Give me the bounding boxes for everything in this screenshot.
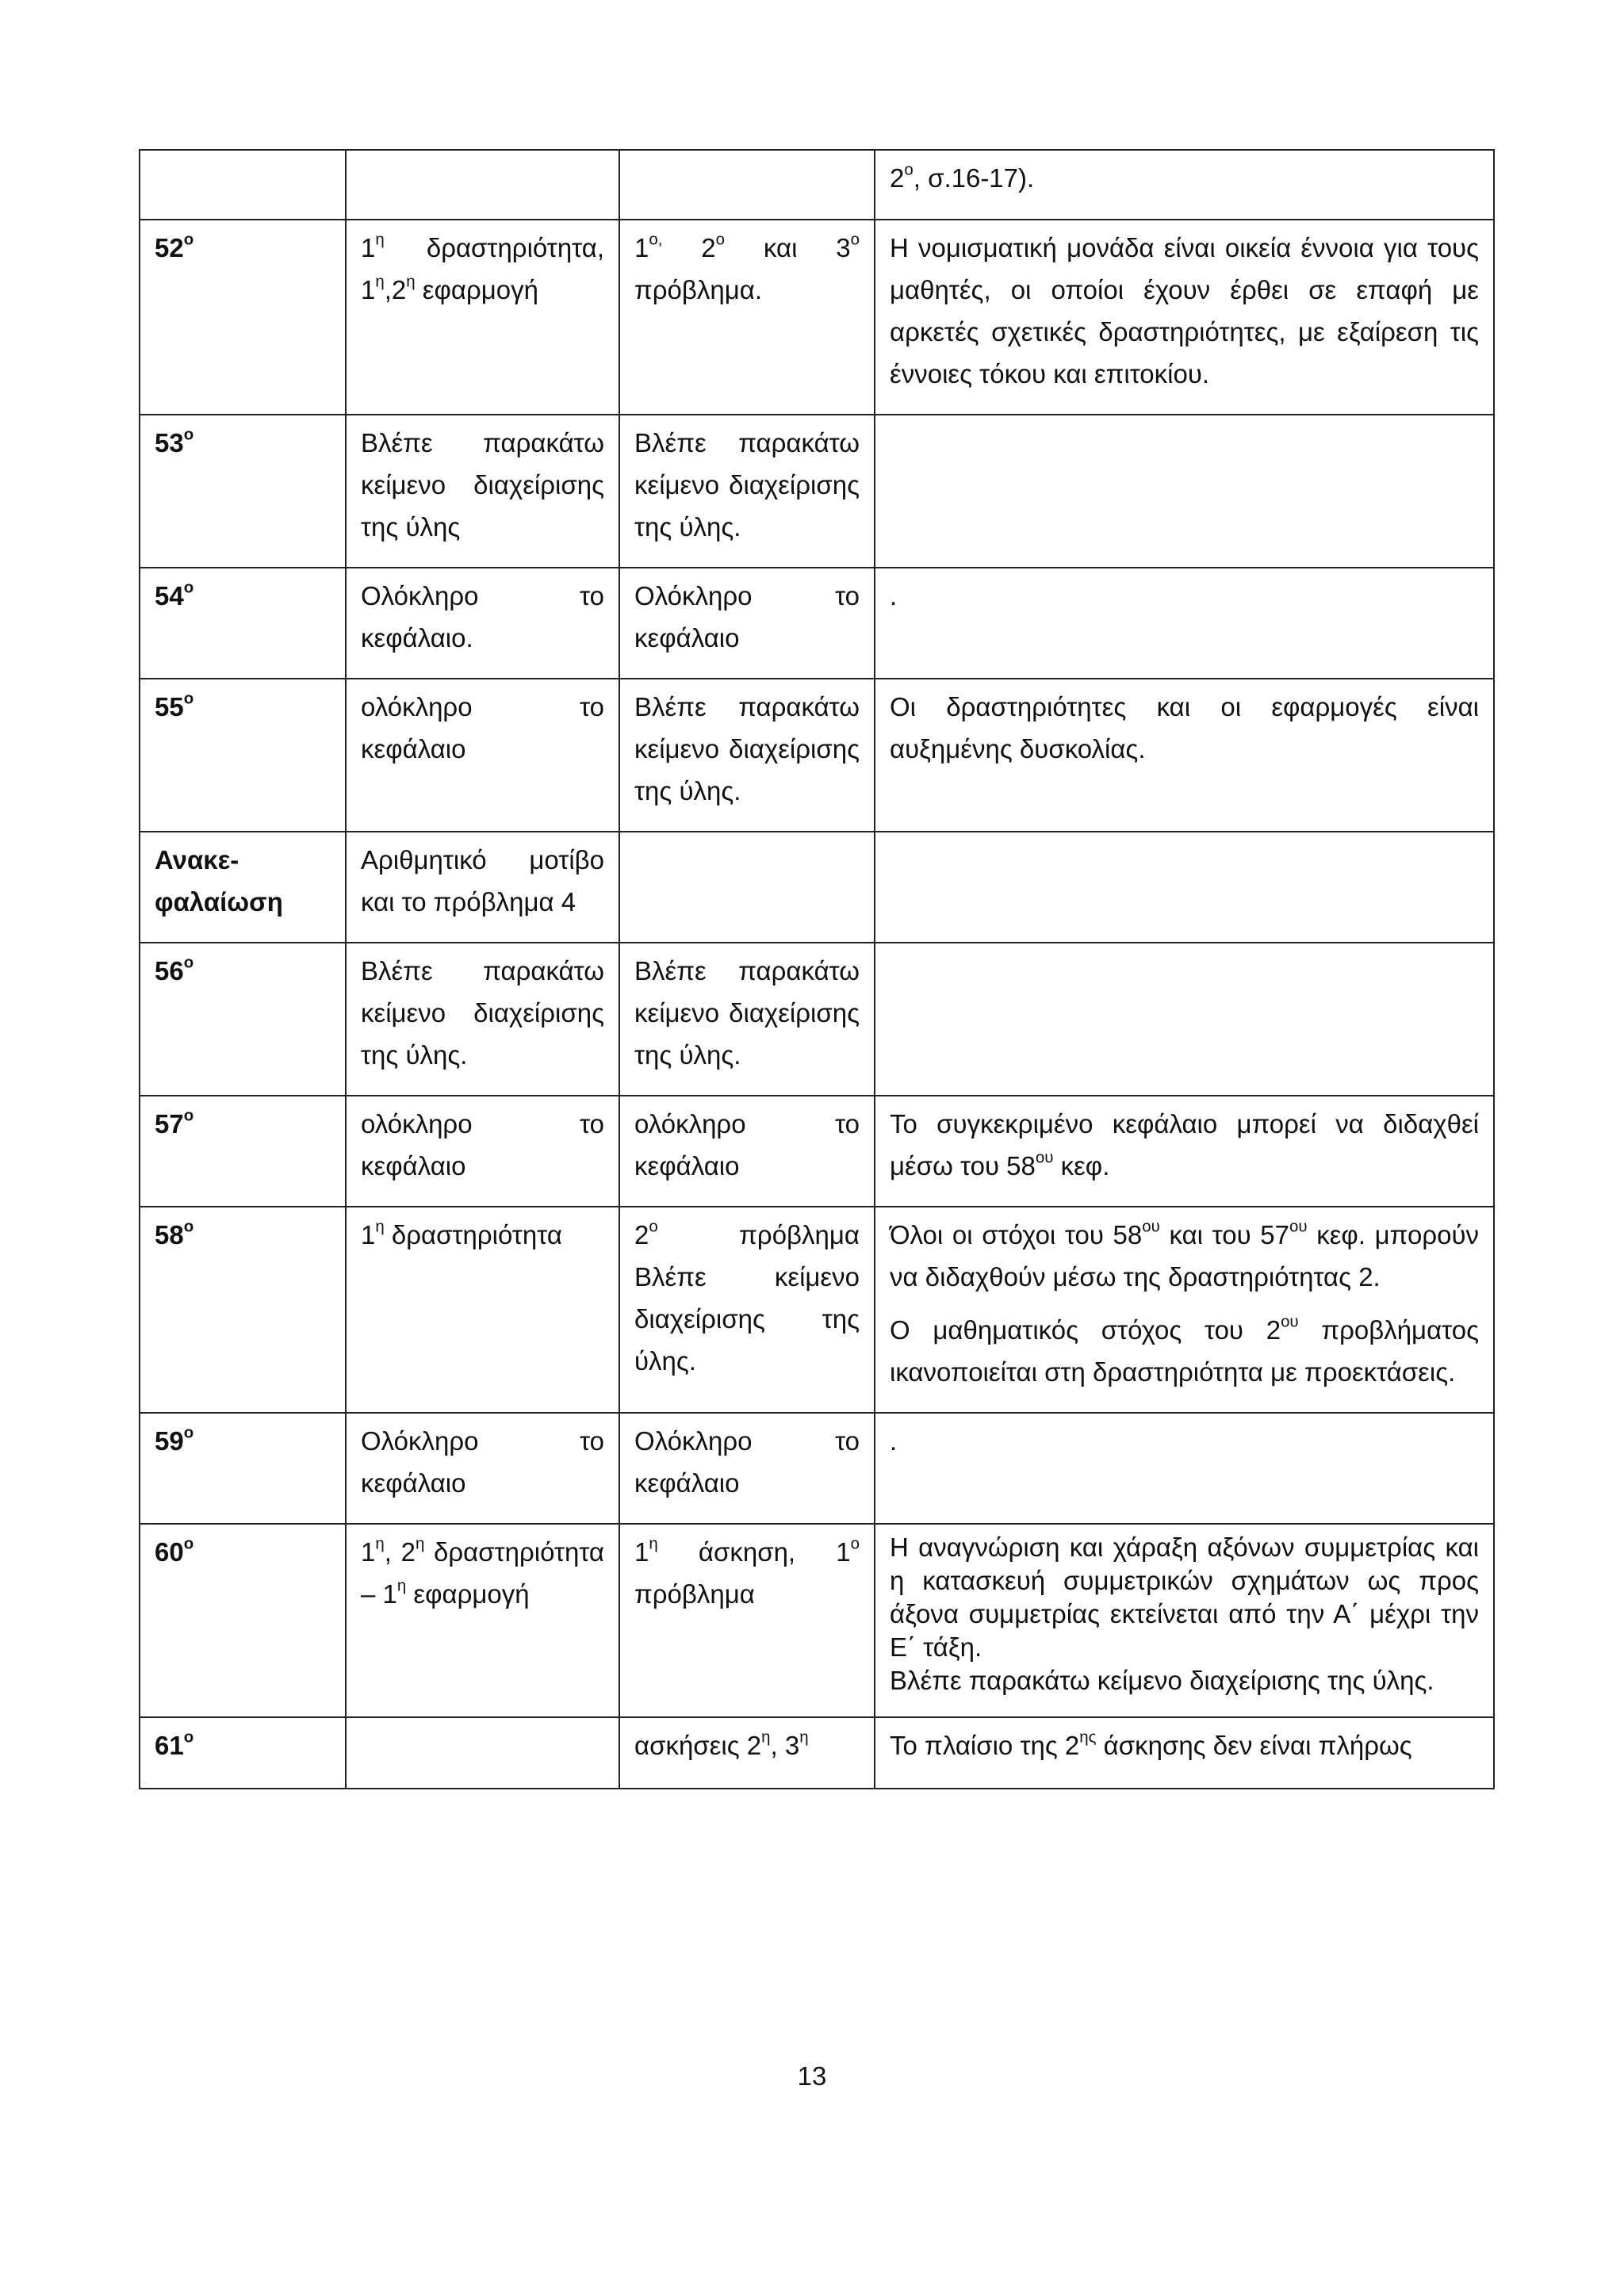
activities-cell (346, 150, 619, 220)
notes-cell: Το πλαίσιο της $2^{\eta\varsigma}$ άσκησης δεν είναι πλήρως (875, 1717, 1494, 1789)
exercises-cell: $1^{o,}$ $2^o$ και $3^o$ πρόβλημα. (619, 220, 875, 415)
chapter-cell: $59^o$ (140, 1413, 346, 1524)
activities-cell: $1^\eta$ δραστηριότητα (346, 1207, 619, 1413)
table-row-review (140, 832, 1494, 943)
notes-cell: . (875, 568, 1494, 679)
notes-cell (875, 943, 1494, 1096)
notes-cell: $2^o$, σ.16-17). (875, 150, 1494, 220)
table-row-56 (140, 943, 1494, 1096)
notes-cell: Το συγκεκριμένο κεφάλαιο μπορεί να διδαχθεί μέσω του $58^{o\upsilon}$ κεφ. (875, 1096, 1494, 1207)
notes-cell: Η αναγνώριση και χάραξη αξόνων συμμετρίας και η κατασκευή συμμετρικών σχημάτων ως προς άξονα συμμετρίας εκτείνεται από την Α΄ μέχρι την Ε΄ τάξη. Βλέπε παρακάτω κείμενο διαχείρισης της ύλης. (875, 1524, 1494, 1717)
activities-cell (346, 1717, 619, 1789)
exercises-cell: ασκήσεις $2^\eta$, $3^\eta$ (619, 1717, 875, 1789)
activities-cell: ολόκληρο το κεφάλαιο (346, 679, 619, 832)
table-row-57 (140, 1096, 1494, 1207)
exercises-cell: $2^o$ πρόβλημα Βλέπε κείμενο διαχείρισης της ύλης. (619, 1207, 875, 1413)
chapter-cell: $60^o$ (140, 1524, 346, 1717)
notes-cell (875, 415, 1494, 568)
chapter-cell (140, 150, 346, 220)
notes-cell: . (875, 1413, 1494, 1524)
notes-cell (875, 832, 1494, 943)
activities-cell: Βλέπε παρακάτω κείμενο διαχείρισης της ύλης (346, 415, 619, 568)
chapter-cell: $56^o$ (140, 943, 346, 1096)
table-row-54 (140, 568, 1494, 679)
exercises-cell (619, 150, 875, 220)
exercises-cell: Βλέπε παρακάτω κείμενο διαχείρισης της ύλης. (619, 943, 875, 1096)
document-page (139, 149, 1493, 1789)
activities-cell: $1^\eta$ δραστηριότητα, $1^\eta,2^\eta$ εφαρμογή (346, 220, 619, 415)
table-row-55 (140, 679, 1494, 832)
table-row-61 (140, 1717, 1494, 1789)
exercises-cell: Βλέπε παρακάτω κείμενο διαχείρισης της ύλης. (619, 415, 875, 568)
exercises-cell: Ολόκληρο το κεφάλαιο (619, 568, 875, 679)
table-body (140, 150, 1494, 1789)
table-row-59 (140, 1413, 1494, 1524)
lesson-plan-table (139, 149, 1495, 1789)
activities-cell: Ολόκληρο το κεφάλαιο. (346, 568, 619, 679)
notes-cell: Όλοι οι στόχοι του $58^{o\upsilon}$ και του $57^{o\upsilon}$ κεφ. μπορούν να διδαχθούν μέσω της δραστηριότητας 2. Ο μαθηματικός στόχος του $2^{o\upsilon}$ προβλήματος ικανοποιείται στη δραστηριότητα με προεκτάσεις. (875, 1207, 1494, 1413)
table-row-continued (140, 150, 1494, 220)
exercises-cell: ολόκληρο το κεφάλαιο (619, 1096, 875, 1207)
exercises-cell (619, 832, 875, 943)
exercises-cell: Βλέπε παρακάτω κείμενο διαχείρισης της ύλης. (619, 679, 875, 832)
page-number: 13 (797, 2061, 827, 2091)
chapter-cell: $55^o$ (140, 679, 346, 832)
table-row-52 (140, 220, 1494, 415)
table-row-58 (140, 1207, 1494, 1413)
activities-cell: Ολόκληρο το κεφάλαιο (346, 1413, 619, 1524)
notes-cell: Οι δραστηριότητες και οι εφαρμογές είναι αυξημένης δυσκολίας. (875, 679, 1494, 832)
chapter-cell: $52^o$ (140, 220, 346, 415)
table-row-60 (140, 1524, 1494, 1717)
chapter-cell: $58^o$ (140, 1207, 346, 1413)
activities-cell: $1^\eta$, $2^\eta$ δραστηριότητα – $1^\eta$ εφαρμογή (346, 1524, 619, 1717)
exercises-cell: $1^\eta$ άσκηση, $1^o$ πρόβλημα (619, 1524, 875, 1717)
chapter-cell: $54^o$ (140, 568, 346, 679)
chapter-cell: $57^o$ (140, 1096, 346, 1207)
activities-cell: ολόκληρο το κεφάλαιο (346, 1096, 619, 1207)
chapter-cell: $61^o$ (140, 1717, 346, 1789)
notes-cell: Η νομισματική μονάδα είναι οικεία έννοια για τους μαθητές, οι οποίοι έχουν έρθει σε επαφή με αρκετές σχετικές δραστηριότητες, με εξαίρεση τις έννοιες τόκου και επιτοκίου. (875, 220, 1494, 415)
chapter-cell: $53^o$ (140, 415, 346, 568)
table-row-53 (140, 415, 1494, 568)
activities-cell: Βλέπε παρακάτω κείμενο διαχείρισης της ύλης. (346, 943, 619, 1096)
chapter-cell: Ανακε- φαλαίωση (140, 832, 346, 943)
exercises-cell: Ολόκληρο το κεφάλαιο (619, 1413, 875, 1524)
activities-cell: Αριθμητικό μοτίβο και το πρόβλημα 4 (346, 832, 619, 943)
